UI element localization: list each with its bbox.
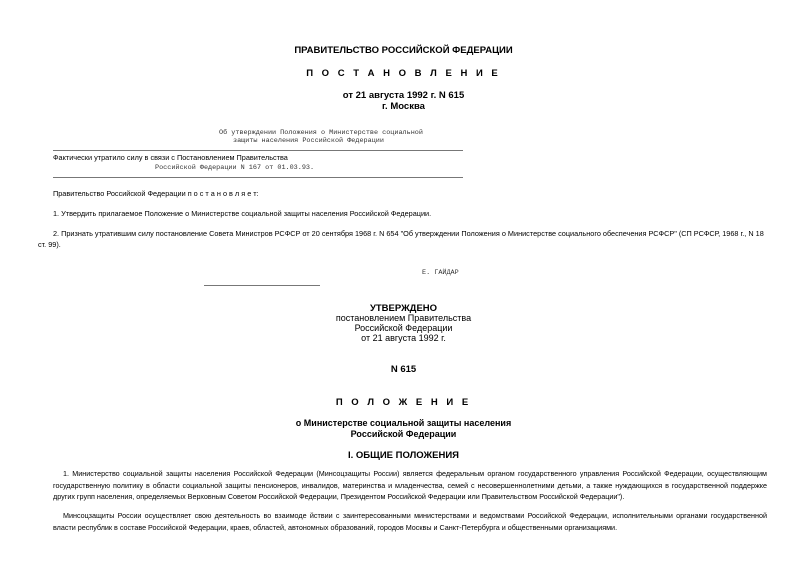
approval-by-2: Российской Федерации	[354, 323, 453, 333]
section-heading: I. ОБЩИЕ ПОЛОЖЕНИЯ	[348, 450, 459, 461]
divider-bottom	[53, 177, 463, 178]
decree-item-2-line-1: 2. Признать утратившим силу постановление Совета Министров РСФСР от 20 сентября 1968 г. N 654 "Об утверждении Положения о Министерстве социального обеспечения РСФСР" (СП РСФСР, 1968 г., N 18	[53, 229, 764, 238]
subject-line-1: Об утверждении Положения о Министерстве социальной	[219, 129, 423, 137]
status-reference: Российской Федерации N 167 от 01.03.93.	[155, 164, 315, 172]
divider-top	[53, 150, 463, 151]
regulation-subtitle-2: Российской Федерации	[350, 429, 457, 439]
decree-city: г. Москва	[382, 101, 425, 112]
decree-item-1: 1. Утвердить прилагаемое Положение о Министерстве социальной защиты населения Российской Федерации.	[53, 209, 432, 218]
decree-item-2-line-2: ст. 99).	[38, 240, 61, 249]
approval-by-1: постановлением Правительства	[335, 313, 472, 323]
government-title: ПРАВИТЕЛЬСТВО РОССИЙСКОЙ ФЕДЕРАЦИИ	[294, 45, 513, 56]
regulation-paragraph-2: Минсоцзащиты России осуществляет свою деятельность во взаимоде йствии с заинтересованными министерствами и ведомствами Российской Федерации, исполнительными органами государственной власти республик в составе Российской Федерации, краев, областей, автономных образований, городов Москвы и Санкт-Петербурга и общественными организациями.	[53, 511, 767, 532]
approval-date: от 21 августа 1992 г.	[361, 333, 446, 343]
decree-date: от 21 августа 1992 г. N 615	[342, 90, 465, 101]
subject-line-2: защиты населения Российской Федерации	[233, 137, 384, 145]
regulation-subtitle-1: о Министерстве социальной защиты населения	[295, 418, 512, 428]
approval-title: УТВЕРЖДЕНО	[369, 303, 438, 314]
signature-name: Е. ГАЙДАР	[422, 269, 459, 277]
doc-type-title: П О С Т А Н О В Л Е Н И Е	[306, 68, 501, 79]
status-label: Фактически утратило силу в связи с Постановлением Правительства	[53, 153, 288, 162]
regulation-title: П О Л О Ж Е Н И Е	[335, 397, 472, 408]
decree-intro: Правительство Российской Федерации п о с т а н о в л я е т:	[53, 189, 259, 198]
signature-rule	[204, 285, 320, 286]
regulation-paragraph-1: 1. Министерство социальной защиты населения Российской Федерации (Минсоцзащиты России) является федеральным органом государственного управления Российской Федерации, осуществляющим государственную политику в области социальной защиты пенсионеров, инвалидов, материнства и младенчества, семей с несовершеннолетними детьми, а также нуждающихся в государственной поддержке других групп населения, определяемых Верховным Советом Российской Федерации, Президентом Российской Федерации или Правительством Российской Федерации").	[53, 469, 767, 501]
approval-number: N 615	[390, 364, 417, 375]
